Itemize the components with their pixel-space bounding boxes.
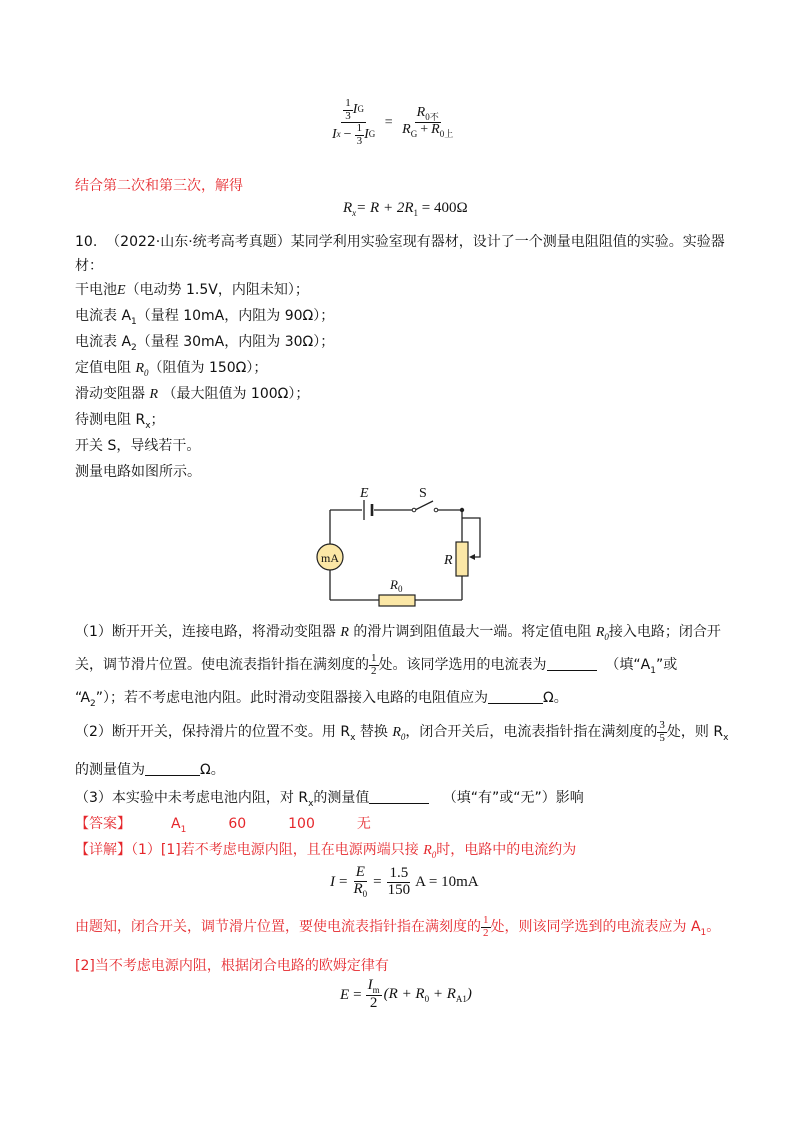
detail-line3: [2]当不考虑电源内阻，根据闭合电路的欧姆定律有 [75,958,389,974]
label-e: E [360,486,369,501]
part1-line2: 关，调节滑片位置。使电流表指针指在满刻度的 $\frac{1}{2}$ 处。该同学选用的电流表为 （填“$A_1$”或 [75,651,678,677]
item-switch: 开关 S，导线若干。 [75,438,201,454]
rheostat [456,542,468,576]
item-rheostat: 滑动变阻器 R （最大阻值为 100Ω）； [75,386,310,402]
answer-blank-resistance[interactable] [488,689,543,704]
label-r0: $R_0$ [390,577,403,594]
fraction-one-half-detail: $\frac{1}{2}$ [483,913,489,939]
formula-current: I = $\frac{E}{R_0}$ = $\frac{1.5}{150}$ A = 10mA [330,864,479,899]
formula-ratio: $\frac{1}{3}$ I G I x − $\frac{1}{3}$ I G = $\frac{R_{0不}}{R_G + R_{0上}}$ [332,97,454,147]
switch-contact-right [434,508,438,512]
answer-blank-effect[interactable] [369,789,429,804]
fixed-resistor-r0 [379,595,415,606]
item-ammeter-a2: 电流表 $A_2$（量程 30mA，内阻为 30Ω）； [75,334,335,353]
formula-emf: E = $\frac{I_m}{2}$ $(R + R_0 + R_{A1})$ [340,977,472,1012]
answer-blank-meter[interactable] [547,656,597,671]
switch-blade [415,501,433,510]
label-r: R [444,553,453,568]
item-battery: 干电池E（电动势 1.5V，内阻未知）； [75,282,309,298]
formula-rx: $R_x= R + 2R_1 = 400\Omega$ [343,200,468,218]
label-s: S [419,486,427,501]
milliammeter-label: mA [321,551,339,565]
item-fixed-resistor: 定值电阻 $R_0$（阻值为 150Ω）； [75,360,268,378]
item-ammeter-a1: 电流表 $A_1$（量程 10mA，内阻为 90Ω）； [75,308,335,327]
fraction-three-fifths: $\frac{3}{5}$ [659,718,665,744]
combine-text: 结合第二次和第三次，解得 [75,178,243,194]
answer-line: 【答案】 $A_1$ 60 100 无 [75,816,371,835]
switch-contact-left [412,508,416,512]
part1-line1: （1）断开开关，连接电路，将滑动变阻器 R 的滑片调到阻值最大一端。将定值电阻 $R_0$接入电路；闭合开 [75,624,721,642]
detail-line2: 由题知，闭合开关，调节滑片位置，要使电流表指针指在满刻度的 $\frac{1}{2}$ 处，则该同学选到的电流表应为 $A_1$。 [75,913,721,939]
part2-line1: （2）断开开关，保持滑片的位置不变。用 $R_x$ 替换 $R_0$，闭合开关后，电流表指针指在满刻度的 $\frac{3}{5}$ 处，则 $R_x$ [75,718,729,744]
detail-line1: 【详解】（1）[1]若不考虑电源内阻，且在电源两端只接 $R_0$时，电路中的电流约为 [75,842,577,860]
part2-line2: 的测量值为 Ω。 [75,762,225,778]
question-stem: 10. （2022·山东·统考高考真题）某同学利用实验室现有器材，设计了一个测量电阻阻值的实验。实验器 [75,234,725,250]
part1-line3: “$A_2$”）；若不考虑电池内阻。此时滑动变阻器接入电路的电阻值应为 Ω。 [75,690,568,709]
fraction-one-half: $\frac{1}{2}$ [371,651,377,677]
item-unknown-resistor: 待测电阻 $R_x$； [75,412,165,431]
circuit-diagram [310,485,500,610]
slider-arrow [469,554,475,560]
diagram-intro: 测量电路如图所示。 [75,464,201,480]
junction-dot [460,508,464,512]
part3-line: （3）本实验中未考虑电池内阻，对 $R_x$的测量值 （填“有”或“无”）影响 [75,790,584,809]
answer-blank-rx[interactable] [145,761,200,776]
question-stem-cont: 材： [75,258,103,274]
